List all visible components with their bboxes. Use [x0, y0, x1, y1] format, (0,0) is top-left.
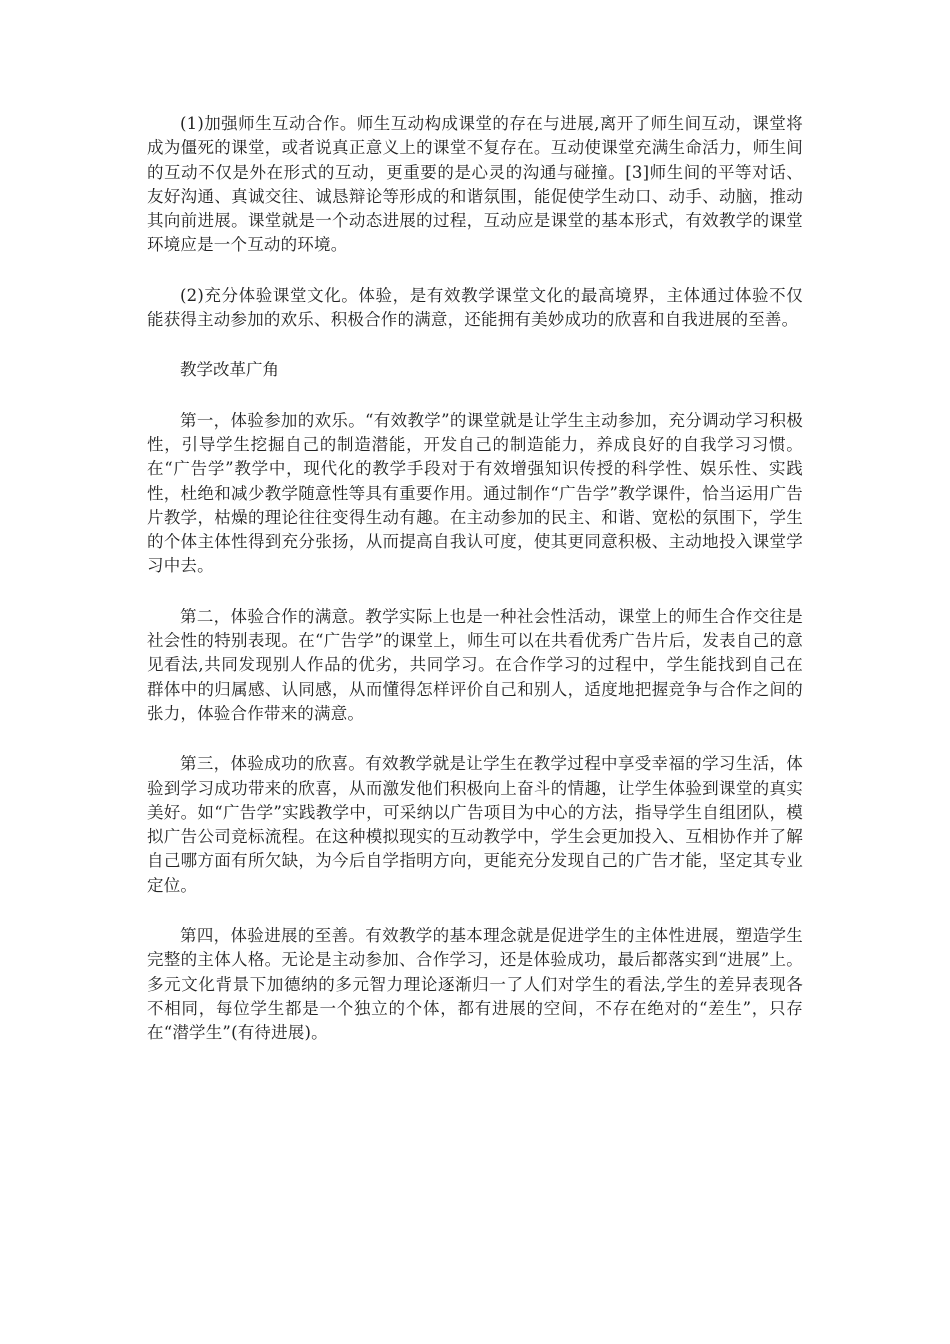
paragraph-third-success: 第三，体验成功的欣喜。有效教学就是让学生在教学过程中享受幸福的学习生活，体验到学习成功带来的欣喜，从而激发他们积极向上奋斗的情趣，让学生体验到课堂的真实美好。如“广告学”实践教学中，可采纳以广告项目为中心的方法，指导学生自组团队，模拟广告公司竞标流程。在这种模拟现实的互动教学中，学生会更加投入、互相协作并了解自己哪方面有所欠缺，为今后自学指明方向，更能充分发现自己的广告才能，坚定其专业定位。 — [147, 754, 803, 895]
paragraph-fourth-development: 第四，体验进展的至善。有效教学的基本理念就是促进学生的主体性进展，塑造学生完整的主体人格。无论是主动参加、合作学习，还是体验成功，最后都落实到“进展”上。多元文化背景下加德纳的多元智力理论逐渐归一了人们对学生的看法,学生的差异表现各不相同，每位学生都是一个独立的个体，都有进展的空间，不存在绝对的“差生”，只存在“潜学生”(有待进展)。 — [147, 926, 803, 1043]
document-page — [147, 112, 803, 1072]
paragraph-second-cooperation: 第二，体验合作的满意。教学实际上也是一种社会性活动，课堂上的师生合作交往是社会性的特别表现。在“广告学”的课堂上，师生可以在共看优秀广告片后，发表自己的意见看法,共同发现别人作品的优劣，共同学习。在合作学习的过程中，学生能找到自己在群体中的归属感、认同感，从而懂得怎样评价自己和别人，适度地把握竞争与合作之间的张力，体验合作带来的满意。 — [147, 606, 803, 723]
section-heading: 教学改革广角 — [180, 360, 279, 380]
paragraph-first-participation: 第一，体验参加的欢乐。“有效教学”的课堂就是让学生主动参加，充分调动学习积极性，引导学生挖掘自己的制造潜能，开发自己的制造能力，养成良好的自我学习习惯。在“广告学”教学中，现代化的教学手段对于有效增强知识传授的科学性、娱乐性、实践性，杜绝和减少教学随意性等具有重要作用。通过制作“广告学”教学课件，恰当运用广告片教学，枯燥的理论往往变得生动有趣。在主动参加的民主、和谐、宽松的氛围下，学生的个体主体性得到充分张扬，从而提高自我认可度，使其更同意积极、主动地投入课堂学习中去。 — [147, 410, 803, 576]
paragraph-classroom-culture: (2)充分体验课堂文化。体验，是有效教学课堂文化的最高境界，主体通过体验不仅能获得主动参加的欢乐、积极合作的满意，还能拥有美妙成功的欣喜和自我进展的至善。 — [147, 285, 803, 330]
paragraph-teacher-student-interaction: (1)加强师生互动合作。师生互动构成课堂的存在与进展,离开了师生间互动，课堂将成为僵死的课堂，或者说真正意义上的课堂不复存在。互动使课堂充满生命活力，师生间的互动不仅是外在形式的互动，更重要的是心灵的沟通与碰撞。[3]师生间的平等对话、友好沟通、真诚交往、诚恳辩论等形成的和谐氛围，能促使学生动口、动手、动脑，推动其向前进展。课堂就是一个动态进展的过程，互动应是课堂的基本形式，有效教学的课堂环境应是一个互动的环境。 — [147, 114, 803, 255]
